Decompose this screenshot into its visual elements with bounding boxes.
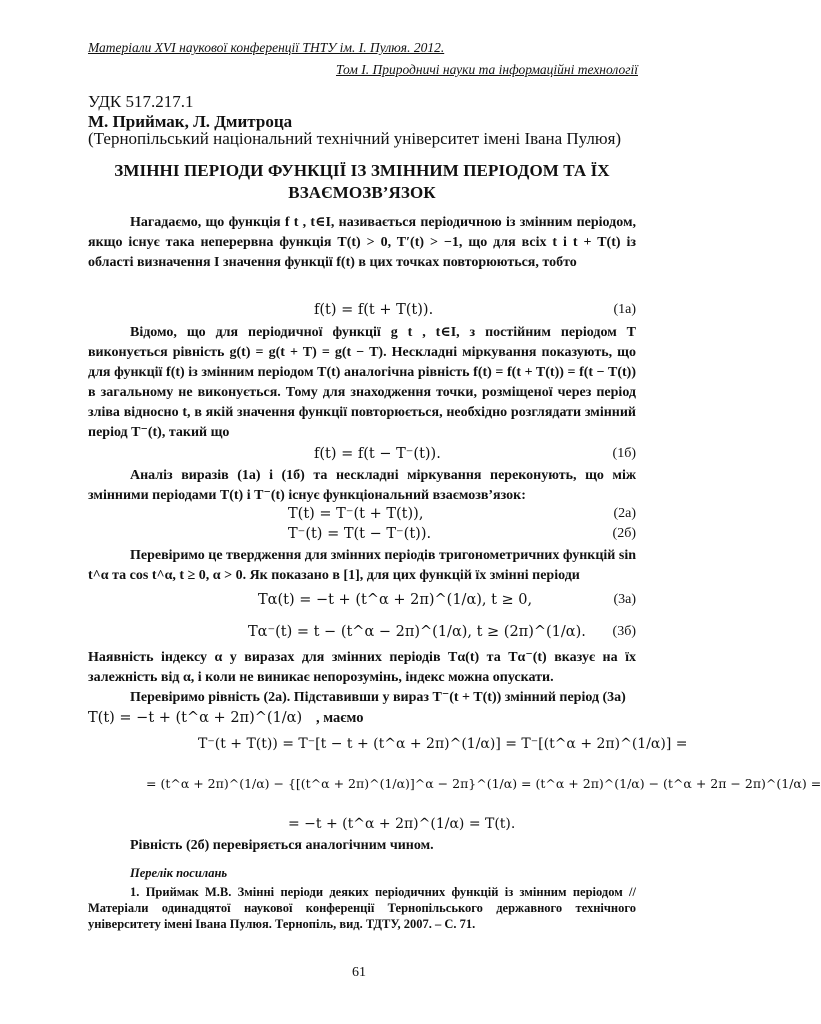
equation-3b-expr: Tα⁻(t) = t − (t^α − 2π)^(1/α), t ≥ (2π)^(1/α). bbox=[248, 624, 586, 640]
affiliation: (Тернопільський національний технічний університет імені Івана Пулюя) bbox=[88, 129, 622, 148]
authors: М. Приймак, Л. Дмитроца bbox=[88, 112, 293, 131]
equation-2b-expr: T⁻(t) = T(t − T⁻(t)). bbox=[288, 526, 432, 542]
equation-1a bbox=[88, 302, 636, 322]
equation-2a-expr: T(t) = T⁻(t + T(t)), bbox=[288, 506, 424, 522]
equation-2b bbox=[88, 526, 636, 546]
derivation-line-3-expr: = −t + (t^α + 2π)^(1/α) = T(t). bbox=[288, 816, 516, 832]
inline-period-equation: T(t) = −t + (t^α + 2π)^(1/α) bbox=[88, 710, 303, 726]
paragraph-2: Відомо, що для періодичної функції g t , t∈I, з постійним періодом T виконується рівність g(t) = g(t + T) = g(t − T). Нескладні міркування показують, що для функції f(t) із змінним періодом T(t) аналогічна рівність f(t) = f(t + T(t)) = f(t − T(t)) в загальному не виконується. Тому для знаходження точки, розміщеної через період зліва відносно t, в якій значення функції повторюється, необхідно розглядати змінний період T⁻(t), такий що bbox=[88, 325, 636, 440]
reference-item: 1. Приймак М.В. Змінні періоди деяких періодичних функцій із змінним періодом // Матеріали одинадцятої наукової конференції Тернопільського державного технічного університету імені Івана Пулюя. Тернопіль, вид. ТДТУ, 2007. – С. 71. bbox=[88, 885, 636, 931]
running-header-volume: Том І. Природничі науки та інформаційні технології bbox=[335, 62, 638, 77]
paragraph-6: Перевіримо рівність (2а). Підставивши у вираз T⁻(t + T(t)) змінний період (3а) bbox=[130, 690, 626, 705]
equation-2a bbox=[88, 506, 636, 526]
equation-1b bbox=[88, 446, 636, 466]
running-header-conference: Матеріали XVI наукової конференції ТНТУ ім. І. Пулюя. 2012. bbox=[88, 40, 445, 55]
equation-3a bbox=[88, 592, 636, 612]
paragraph-8: Рівність (2б) перевіряється аналогічним чином. bbox=[130, 838, 434, 853]
paragraph-4: Перевіримо це твердження для змінних періодів тригонометричних функцій sin t^α та cos t^α, t ≥ 0, α > 0. Як показано в [1], для цих функцій їх змінні періоди bbox=[88, 548, 636, 583]
equation-3b bbox=[88, 624, 636, 644]
derivation-line-1 bbox=[88, 736, 688, 756]
equation-2a-number: (2а) bbox=[613, 506, 636, 521]
inline-equation-suffix: , маємо bbox=[316, 710, 364, 726]
equation-3a-expr: Tα(t) = −t + (t^α + 2π)^(1/α), t ≥ 0, bbox=[258, 592, 533, 608]
derivation-line-2-expr: = (t^α + 2π)^(1/α) − {[(t^α + 2π)^(1/α)]^α − 2π}^(1/α) = (t^α + 2π)^(1/α) − (t^α + 2π − 2π)^(1/α) = bbox=[146, 776, 821, 791]
paragraph-3: Аналіз виразів (1а) і (1б) та нескладні міркування переконують, що між змінними періодами T(t) і T⁻(t) існує функціональний взаємозв’язок: bbox=[88, 468, 636, 503]
inline-equation-row bbox=[88, 710, 636, 730]
equation-1a-expr: f(t) = f(t + T(t)). bbox=[314, 302, 434, 318]
derivation-line-2 bbox=[88, 776, 821, 796]
paper-title: ЗМІННІ ПЕРІОДИ ФУНКЦІЇ ІЗ ЗМІННИМ ПЕРІОДОМ ТА ЇХ ВЗАЄМОЗВ’ЯЗОК bbox=[114, 161, 610, 202]
references-heading: Перелік посилань bbox=[130, 866, 228, 880]
page-number: 61 bbox=[352, 965, 366, 980]
udk-code: УДК 517.217.1 bbox=[88, 92, 194, 111]
equation-1a-number: (1а) bbox=[613, 302, 636, 317]
derivation-line-3 bbox=[88, 816, 636, 836]
equation-3a-number: (3а) bbox=[613, 592, 636, 607]
paragraph-1: Нагадаємо, що функція f t , t∈I, називається періодичною із змінним періодом, якщо існує така неперервна функція T(t) > 0, T′(t) > −1, що для всіх t і t + T(t) із області визначення I значення функції f(t) в цих точках повторюються, тобто bbox=[88, 215, 636, 270]
derivation-line-1-expr: T⁻(t + T(t)) = T⁻[t − t + (t^α + 2π)^(1/α)] = T⁻[(t^α + 2π)^(1/α)] = bbox=[198, 736, 688, 752]
equation-3b-number: (3б) bbox=[612, 624, 636, 639]
equation-2b-number: (2б) bbox=[612, 526, 636, 541]
equation-1b-expr: f(t) = f(t − T⁻(t)). bbox=[314, 446, 441, 462]
equation-1b-number: (1б) bbox=[612, 446, 636, 461]
paragraph-5: Наявність індексу α у виразах для змінних періодів Tα(t) та Tα⁻(t) вказує на їх залежність від α, і коли не виникає непорозумінь, індекс можна опускати. bbox=[88, 650, 636, 685]
